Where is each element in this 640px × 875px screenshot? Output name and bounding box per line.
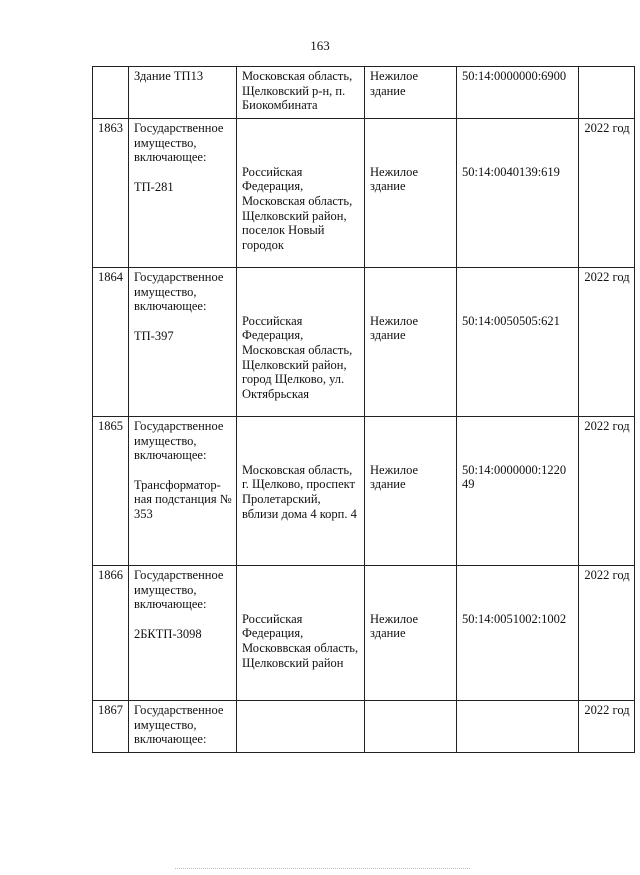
type-cell (365, 268, 457, 417)
table-row (93, 268, 635, 417)
object-type: Нежилое здание (370, 313, 419, 343)
cadastral-number: 50:14:0040139:619 (462, 164, 560, 179)
table-row (93, 566, 635, 701)
transfer-year (579, 67, 635, 119)
group-header: Государственное имущество, включающее: (134, 121, 224, 165)
address-cell (237, 417, 365, 566)
object-cell (129, 417, 237, 566)
cadastral-number: 50:14:0000000:1220 49 (462, 462, 567, 492)
object-type: Нежилое здание (370, 462, 419, 492)
type-cell (365, 119, 457, 268)
cadastral-number: 50:14:0051002:1002 (462, 611, 567, 626)
table-row (93, 119, 635, 268)
cadastral-number: 50:14:0050505:621 (462, 313, 560, 328)
row-number: 1865 (93, 417, 129, 566)
object-name: ТП-397 (134, 328, 174, 343)
object-type: Нежилое здание (370, 611, 419, 641)
row-number: 1863 (93, 119, 129, 268)
object-cell (129, 119, 237, 268)
table-row (93, 417, 635, 566)
transfer-year: 2022 год (579, 268, 635, 417)
object-address: Российская Федерация, Московвская область, Щелковский район (242, 611, 359, 670)
cadastral-cell (457, 119, 579, 268)
property-registry-table (92, 66, 635, 753)
type-cell (365, 566, 457, 701)
row-number (93, 67, 129, 119)
group-header: Государственное имущество, включающее: (134, 568, 224, 612)
object-cell (129, 701, 237, 753)
table-row (93, 67, 635, 119)
object-cell (129, 566, 237, 701)
object-address: Московская область, Щелковский р-н, п. Биокомбината (237, 67, 365, 119)
object-name: Здание ТП13 (129, 67, 237, 119)
transfer-year: 2022 год (579, 417, 635, 566)
cadastral-cell (457, 566, 579, 701)
table-row (93, 701, 635, 753)
row-number: 1864 (93, 268, 129, 417)
object-type: Нежилое здание (365, 67, 457, 119)
object-name: 2БКТП-3098 (134, 626, 202, 641)
address-cell (237, 268, 365, 417)
object-address: Московская область, г. Щелково, проспект Пролетарский, вблизи дома 4 корп. 4 (242, 462, 357, 521)
object-address (237, 701, 365, 753)
object-cell (129, 268, 237, 417)
row-number: 1867 (93, 701, 129, 753)
transfer-year: 2022 год (579, 701, 635, 753)
footer-divider (175, 868, 470, 869)
address-cell (237, 119, 365, 268)
type-cell (365, 417, 457, 566)
cadastral-cell (457, 417, 579, 566)
transfer-year: 2022 год (579, 566, 635, 701)
transfer-year: 2022 год (579, 119, 635, 268)
row-number: 1866 (93, 566, 129, 701)
cadastral-number (457, 701, 579, 753)
object-address: Российская Федерация, Московская область, Щелковский район, поселок Новый городок (242, 164, 353, 252)
object-type: Нежилое здание (370, 164, 419, 194)
cadastral-number: 50:14:0000000:6900 (457, 67, 579, 119)
page-number: 163 (310, 38, 330, 53)
object-type (365, 701, 457, 753)
object-name: Трансформатор-ная подстанция № 353 (134, 477, 232, 521)
group-header: Государственное имущество, включающее: (134, 703, 224, 747)
group-header: Государственное имущество, включающее: (134, 270, 224, 314)
group-header: Государственное имущество, включающее: (134, 419, 224, 463)
address-cell (237, 566, 365, 701)
cadastral-cell (457, 268, 579, 417)
object-name: ТП-281 (134, 179, 174, 194)
object-address: Российская Федерация, Московская область, Щелковский район, город Щелково, ул. Октябрьская (242, 313, 353, 401)
